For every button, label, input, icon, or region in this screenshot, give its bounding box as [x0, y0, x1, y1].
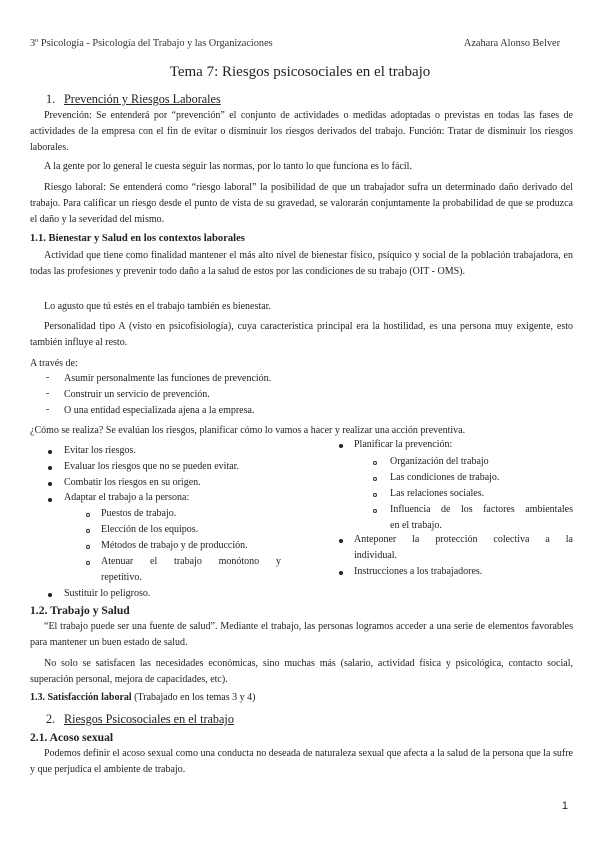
left-list-item: Combatir los riesgos en su origen.	[64, 477, 201, 488]
subsection-1-1-heading: 1.1. Bienestar y Salud en los contextos laborales	[30, 233, 245, 244]
sub-bullet-icon	[373, 461, 377, 465]
via-item: Asumir personalmente las funciones de prevención.	[64, 373, 272, 384]
bullet-icon	[48, 450, 52, 454]
section-1-heading	[46, 92, 221, 107]
riesgo-laboral-paragraph: Riesgo laboral: Se entenderá como “riesgo laboral” la posibilidad de que un trabajador sufra un determinado daño derivado del trabajo. Para calificar un riesgo desde el punto de vista de su gravedad, se valorarán conjuntamente la probabilidad de que se produzca el daño y la severidad del mismo.	[30, 182, 573, 225]
via-item: Construir un servicio de prevención.	[64, 389, 210, 400]
bullet-icon	[48, 466, 52, 470]
sub-bullet-icon	[86, 513, 90, 517]
subsection-2-1-heading: 2.1. Acoso sexual	[30, 731, 114, 744]
bullet-icon	[48, 482, 52, 486]
subsection-1-3-title: 1.3. Satisfacción laboral	[30, 692, 132, 703]
bullet-icon	[339, 571, 343, 575]
subsection-1-3-heading	[30, 692, 255, 703]
left-list-item: Evaluar los riesgos que no se pueden evitar.	[64, 461, 239, 472]
trabajo-salud-paragraph: “El trabajo puede ser una fuente de salud”. Mediante el trabajo, las personas logramos acceder a una serie de elementos favorables para mantener un buen estado de salud.	[30, 621, 573, 648]
left-sub-item: Métodos de trabajo y de producción.	[101, 540, 248, 551]
dash-marker: -	[46, 404, 50, 415]
right-list-item-continued: individual.	[354, 550, 398, 561]
section-2-heading	[46, 712, 234, 727]
left-sub-item: Elección de los equipos.	[101, 524, 199, 535]
left-list-item: Sustituir lo peligroso.	[64, 588, 151, 599]
right-sub-item-continued: en el trabajo.	[390, 520, 442, 531]
bullet-icon	[48, 498, 52, 502]
via-item: O una entidad especializada ajena a la empresa.	[64, 405, 255, 416]
bullet-icon	[339, 539, 343, 543]
header-course: 3º Psicología - Psicología del Trabajo y las Organizaciones	[30, 38, 273, 49]
right-sub-item: Organización del trabajo	[390, 456, 489, 467]
right-list-item: Anteponer la protección colectiva a la	[354, 534, 573, 545]
bienestar-paragraph: Actividad que tiene como finalidad mantener el más alto nivel de bienestar físico, psíquico y social de la población trabajadora, en todas las profesiones y prevenir todo daño a la salud de estos por las condiciones de su trabajo (OIT - OMS).	[30, 250, 573, 277]
right-sub-item: Las condiciones de trabajo.	[390, 472, 500, 483]
dash-marker: -	[46, 372, 50, 383]
personalidad-paragraph: Personalidad tipo A (visto en psicofisiología), cuya característica principal era la hostilidad, es una persona muy exigente, esto también influye al resto.	[30, 321, 573, 348]
right-sub-item: Influencia de los factores ambientales	[390, 504, 573, 515]
sub-bullet-icon	[86, 529, 90, 533]
sub-bullet-icon	[373, 493, 377, 497]
sub-bullet-icon	[373, 477, 377, 481]
bullet-icon	[339, 444, 343, 448]
section-1-title: Prevención y Riesgos Laborales	[64, 92, 221, 106]
section-1-number: 1.	[46, 92, 56, 106]
left-sub-item-continued: repetitivo.	[101, 572, 142, 583]
left-list-item: Evitar los riesgos.	[64, 445, 136, 456]
section-2-number: 2.	[46, 712, 56, 726]
a-traves-label: A través de:	[30, 358, 78, 369]
left-list-item: Adaptar el trabajo a la persona:	[64, 492, 190, 503]
page-title: Tema 7: Riesgos psicosociales en el trabajo	[169, 64, 431, 80]
sub-bullet-icon	[373, 509, 377, 513]
necesidades-paragraph: No solo se satisfacen las necesidades económicas, sino muchas más (salario, actividad física y psicológica, contacto social, superación personal, mejora de capacidades, etc).	[30, 658, 573, 685]
subsection-1-2-heading: 1.2. Trabajo y Salud	[30, 604, 130, 617]
sub-bullet-icon	[86, 545, 90, 549]
subsection-1-3-note: (Trabajado en los temas 3 y 4)	[131, 692, 256, 703]
page-number: 1	[561, 800, 568, 812]
left-sub-item: Puestos de trabajo.	[101, 508, 177, 519]
sub-bullet-icon	[86, 561, 90, 565]
normas-paragraph: A la gente por lo general le cuesta seguir las normas, por lo tanto lo que funciona es lo fácil.	[44, 161, 412, 172]
dash-marker: -	[46, 388, 50, 399]
prevencion-paragraph: Prevención: Se entenderá por “prevención” el conjunto de actividades o medidas adoptadas o previstas en todas las fases de actividades de la empresa con el fin de evitar o disminuir los riesgos derivados del trabajo. Función: Tratar de disminuir los riesgos laborales.	[30, 110, 573, 153]
right-list-item: Planificar la prevención:	[354, 439, 453, 450]
agusto-paragraph: Lo agusto que tú estés en el trabajo también es bienestar.	[44, 301, 271, 312]
section-2-title: Riesgos Psicosociales en el trabajo	[64, 712, 234, 726]
left-sub-item: Atenuar el trabajo monótono y	[101, 556, 281, 567]
acoso-sexual-paragraph: Podemos definir el acoso sexual como una conducta no deseada de naturaleza sexual que afecta a la salud de la persona que la sufre y que perjudica el ambiente de trabajo.	[30, 748, 573, 775]
bullet-icon	[48, 593, 52, 597]
como-se-realiza-paragraph: ¿Cómo se realiza? Se evalúan los riesgos, planificar cómo lo vamos a hacer y realizar una acción preventiva.	[30, 425, 466, 436]
right-list-item: Instrucciones a los trabajadores.	[354, 566, 483, 577]
right-sub-item: Las relaciones sociales.	[390, 488, 485, 499]
header-author: Azahara Alonso Belver	[463, 38, 560, 49]
